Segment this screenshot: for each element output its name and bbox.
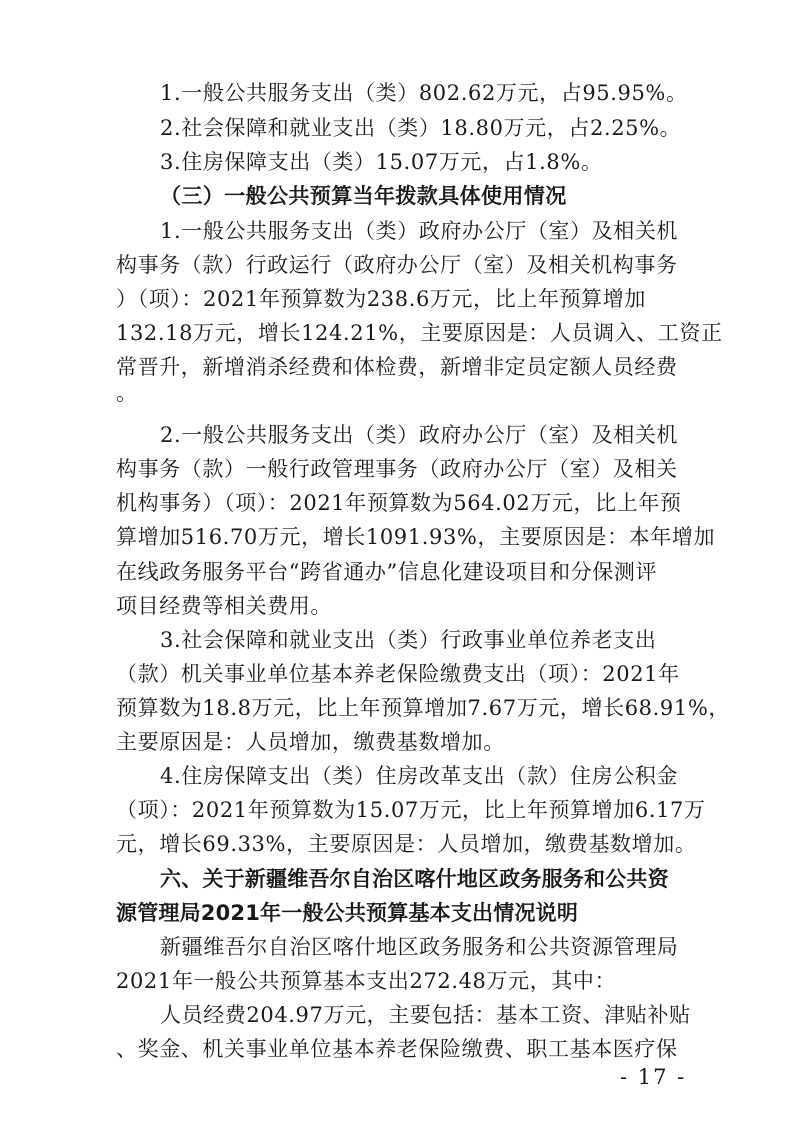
- paragraph-line: 2.一般公共服务支出（类）政府办公厅（室）及相关机: [160, 423, 679, 447]
- paragraph-line: 在线政务服务平台“跨省通办”信息化建设项目和分保测评: [116, 560, 658, 584]
- paragraph-line: 常晋升，新增消杀经费和体检费，新增非定员定额人员经费: [116, 355, 678, 379]
- budget-item-social-security: 2.社会保障和就业支出（类）18.80万元，占2.25%。: [160, 116, 682, 140]
- budget-item-housing: 3.住房保障支出（类）15.07万元，占1.8%。: [160, 150, 603, 174]
- paragraph-line: 主要原因是：人员增加，缴费基数增加。: [116, 730, 505, 754]
- paragraph-line: ）（项）：2021年预算数为238.6万元，比上年预算增加: [116, 287, 646, 311]
- paragraph-line: 3.社会保障和就业支出（类）行政事业单位养老支出: [160, 628, 657, 652]
- paragraph-line: 132.18万元，增长124.21%，主要原因是：人员调入、工资正: [116, 321, 723, 345]
- budget-item-general-services: 1.一般公共服务支出（类）802.62万元，占95.95%。: [160, 81, 688, 105]
- section-heading-allocation-usage: （三）一般公共预算当年拨款具体使用情况: [160, 184, 567, 208]
- paragraph-line: 2021年一般公共预算基本支出272.48万元，其中：: [116, 969, 617, 993]
- paragraph-line: 元，增长69.33%，主要原因是：人员增加，缴费基数增加。: [116, 832, 697, 856]
- paragraph-line: 新疆维吾尔自治区喀什地区政务服务和公共资源管理局: [160, 935, 679, 959]
- paragraph-line: 1.一般公共服务支出（类）政府办公厅（室）及相关机: [160, 219, 679, 243]
- paragraph-line: 。: [116, 381, 138, 405]
- paragraph-line: 项目经费等相关费用。: [116, 594, 332, 618]
- page-number: - 17 -: [620, 1065, 687, 1089]
- section-heading-basic-expenditure: 六、关于新疆维吾尔自治区喀什地区政务服务和公共资: [160, 867, 669, 891]
- paragraph-line: 4.住房保障支出（类）住房改革支出（款）住房公积金: [160, 764, 679, 788]
- paragraph-line: （项）：2021年预算数为15.07万元，比上年预算增加6.17万: [116, 798, 706, 822]
- paragraph-line: （款）机关事业单位基本养老保险缴费支出（项）：2021年: [116, 662, 680, 686]
- paragraph-line: 算增加516.70万元，增长1091.93%，主要原因是：本年增加: [116, 525, 716, 549]
- paragraph-line: 构事务（款）一般行政管理事务（政府办公厅（室）及相关: [116, 457, 678, 481]
- section-heading-basic-expenditure-cont: 源管理局2021年一般公共预算基本支出情况说明: [116, 901, 579, 925]
- paragraph-line: 预算数为18.8万元，比上年预算增加7.67万元，增长68.91%，: [116, 696, 730, 720]
- paragraph-line: 机构事务）（项）：2021年预算数为564.02万元，比上年预: [116, 491, 682, 515]
- paragraph-line: 构事务（款）行政运行（政府办公厅（室）及相关机构事务: [116, 253, 678, 277]
- paragraph-line: 、奖金、机关事业单位基本养老保险缴费、职工基本医疗保: [116, 1037, 678, 1061]
- paragraph-line: 人员经费204.97万元，主要包括：基本工资、津贴补贴: [160, 1003, 691, 1027]
